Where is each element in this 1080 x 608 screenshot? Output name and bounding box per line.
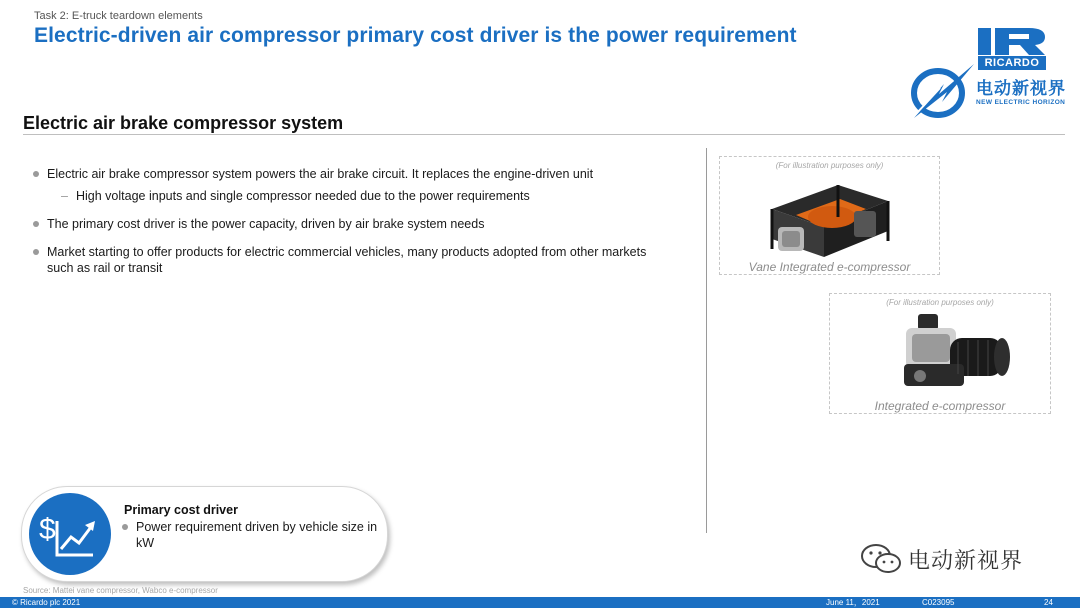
bullet-item — [33, 166, 673, 204]
ricardo-mark-icon — [977, 27, 1047, 56]
sub-bullet-text: High voltage inputs and single compressor needed due to the power requirements — [76, 189, 530, 203]
image-caption: Vane Integrated e-compressor — [748, 260, 911, 274]
bullet-text: The primary cost driver is the power capacity, driven by air brake system needs — [47, 217, 485, 231]
bullet-dot-icon — [122, 524, 128, 530]
watermark-text: 电动新视界 — [908, 548, 1024, 573]
ricardo-wordmark: RICARDO — [978, 56, 1046, 70]
image-caption: Integrated e-compressor — [874, 399, 1006, 413]
illustration-note: (For illustration purposes only) — [886, 298, 994, 307]
cost-driver-text: Power requirement driven by vehicle size in kW — [136, 520, 378, 550]
new-electric-horizon-logo — [908, 62, 1070, 120]
lightning-globe-icon — [908, 62, 974, 120]
svg-text:$: $ — [39, 513, 56, 546]
bullet-item — [33, 244, 673, 276]
logo-chinese-text: 电动新视界 — [976, 79, 1066, 98]
footer-date: June 11，2021 — [826, 598, 880, 607]
wechat-watermark — [858, 542, 1058, 576]
vane-compressor-image-box — [719, 156, 940, 275]
wechat-icon — [858, 542, 906, 576]
dash-icon: – — [61, 189, 68, 203]
dollar-growth-chart-icon — [29, 493, 111, 575]
bullet-dot-icon — [33, 221, 39, 227]
cost-driver-title: Primary cost driver — [124, 503, 238, 517]
footer-code: C023095 — [922, 598, 955, 607]
bullet-dot-icon — [33, 171, 39, 177]
bullet-text: Market starting to offer products for electric commercial vehicles, many products adopted from other markets such as rail or transit — [47, 245, 647, 275]
bullet-dot-icon — [33, 249, 39, 255]
source-note: Source: Mattei vane compressor, Wabco e-compressor — [23, 586, 218, 595]
illustration-note: (For illustration purposes only) — [775, 161, 884, 170]
bullet-item — [33, 216, 673, 232]
footer-bar — [0, 597, 1080, 608]
integrated-compressor-image-box — [829, 293, 1051, 414]
bullet-list — [33, 166, 673, 288]
section-title: Electric air brake compressor system — [23, 113, 344, 133]
cost-driver-bullet — [122, 519, 384, 551]
sub-bullet-item — [47, 188, 673, 204]
page-title: Electric-driven air compressor primary cost driver is the power requirement — [34, 24, 797, 47]
vertical-divider — [706, 148, 707, 533]
section-divider — [23, 134, 1065, 135]
bullet-text: Electric air brake compressor system powers the air brake circuit. It replaces the engine-driven unit — [47, 167, 594, 181]
task-label: Task 2: E-truck teardown elements — [34, 10, 203, 22]
vane-compressor-image — [720, 157, 941, 276]
logo-english-text: NEW ELECTRIC HORIZON — [976, 99, 1066, 106]
footer-copyright: © Ricardo plc 2021 — [12, 598, 81, 607]
page-number: 24 — [1044, 598, 1053, 607]
integrated-compressor-image — [830, 294, 1052, 415]
